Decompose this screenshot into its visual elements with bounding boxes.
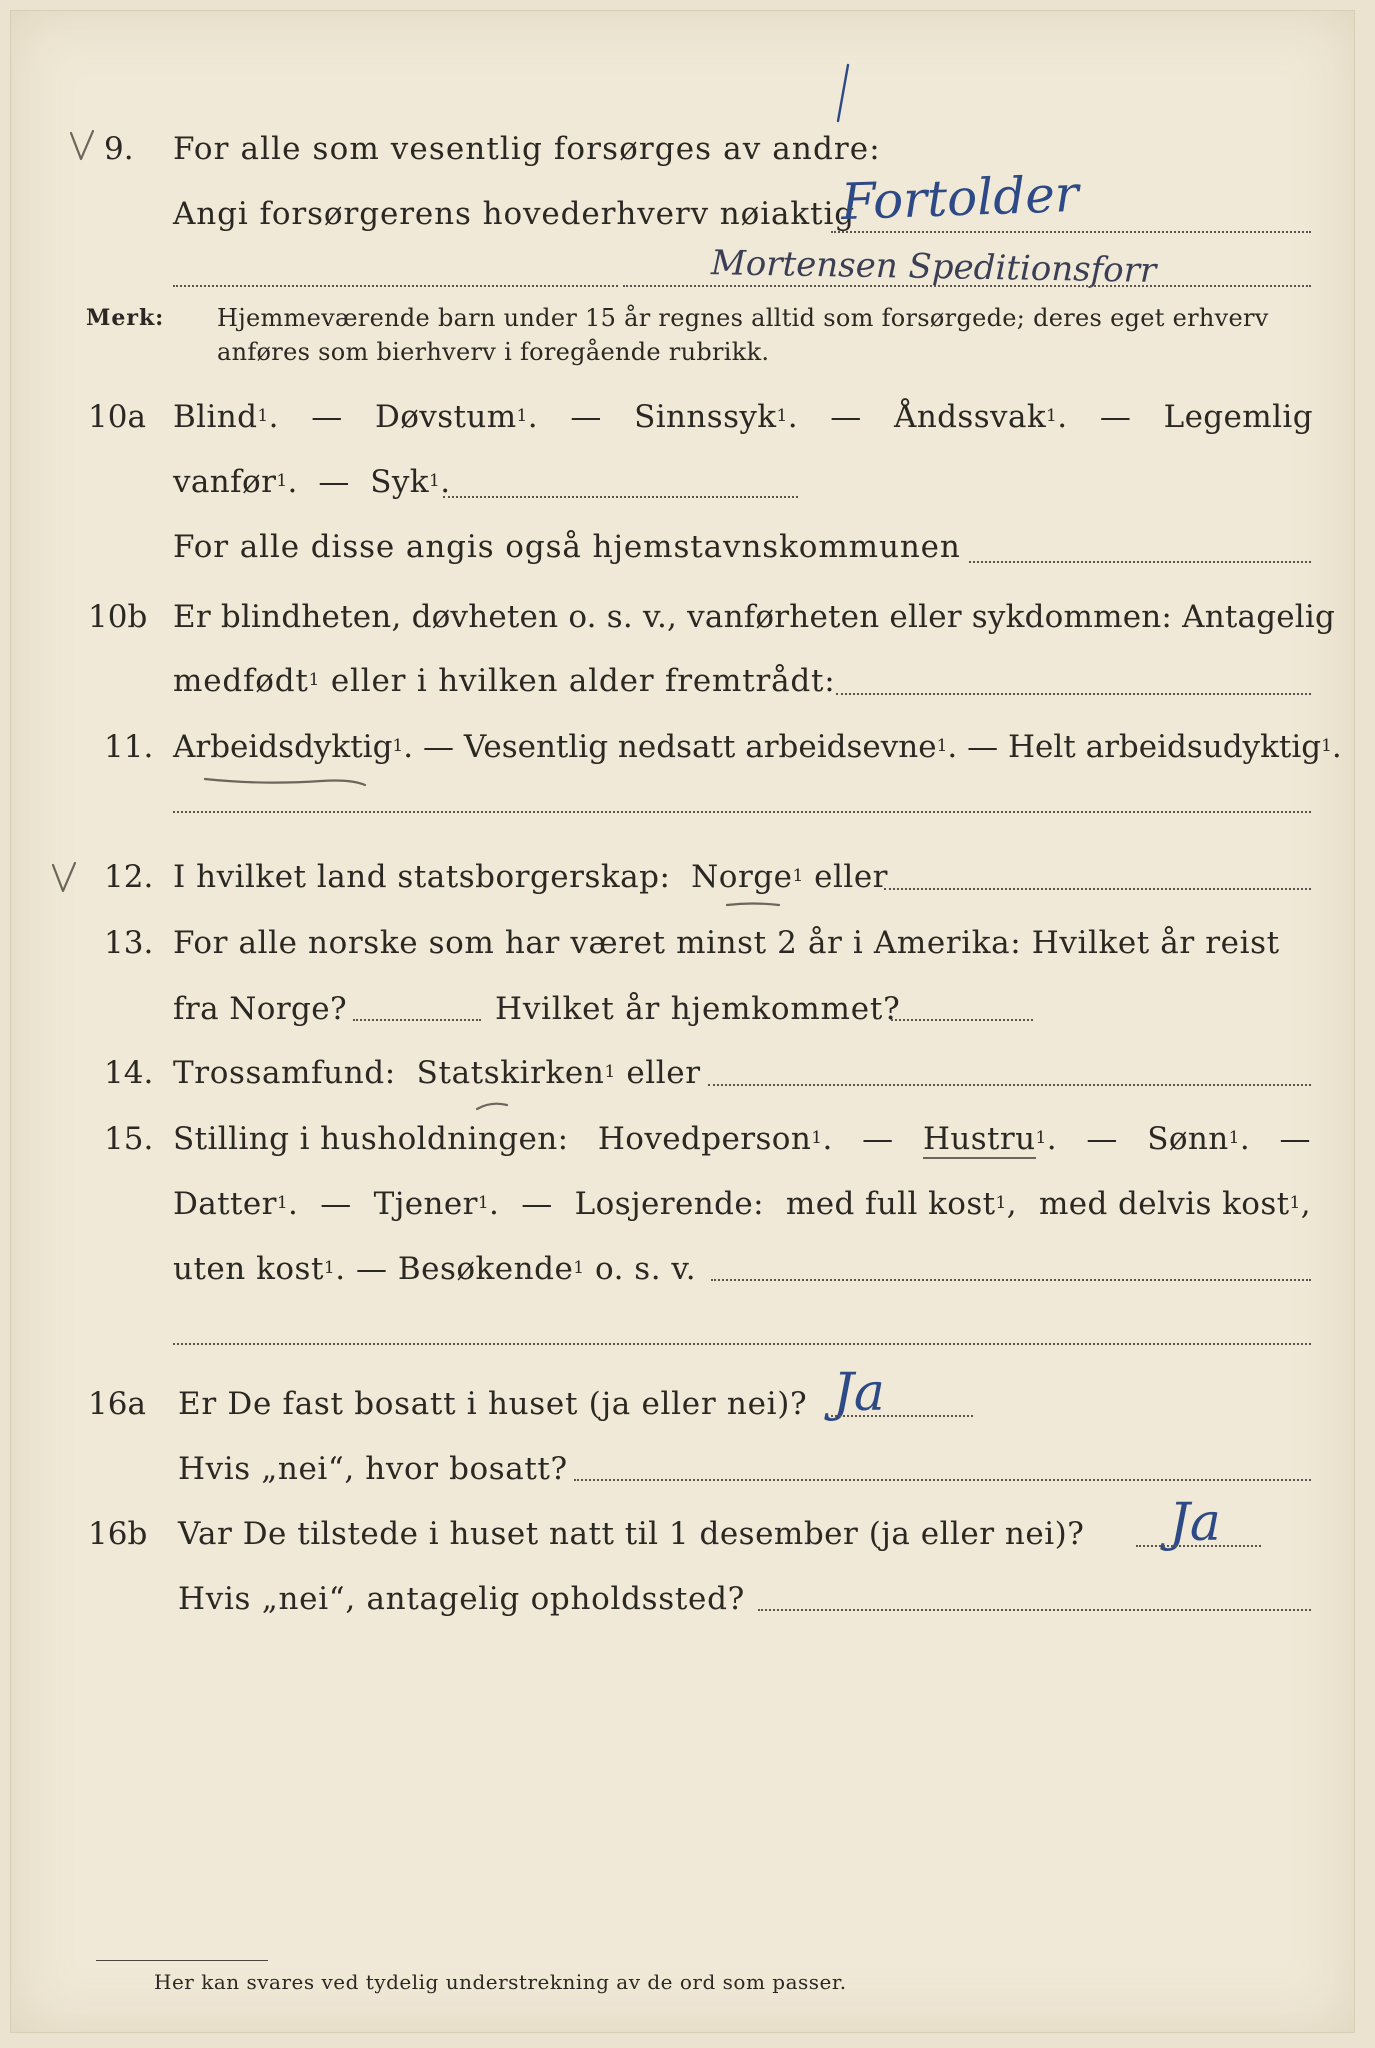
- option-nedsatt: Vesentlig nedsatt arbeidsevne: [463, 729, 937, 765]
- q11-number: 11.: [104, 729, 154, 765]
- q16a-line1: Er De fast bosatt i huset (ja eller nei)?: [178, 1386, 808, 1422]
- q9-answer-line-2b: [623, 285, 1311, 287]
- q9-handwritten-employer: Mortensen Speditionsforr: [710, 243, 1157, 291]
- q9-answer-line-1: [831, 231, 1311, 233]
- pencil-mark-statskirken: [473, 1099, 513, 1113]
- q16b-line1: Var De tilstede i huset natt til 1 desember (ja eller nei)?: [178, 1516, 1085, 1552]
- q10b-line1: Er blindheten, døvheten o. s. v., vanførheten eller sykdommen: Antagelig: [173, 599, 1336, 635]
- census-form-page: [10, 10, 1355, 2033]
- q16b-number: 16b: [88, 1516, 148, 1552]
- q11-options: Arbeidsdyktig$^1$. — Vesentlig nedsatt arbeidsevne$^1$. — Helt arbeidsudyktig$^1$.: [173, 729, 1342, 765]
- option-hovedperson: Hovedperson: [597, 1121, 812, 1157]
- option-arbeidsdyktig: Arbeidsdyktig: [173, 729, 393, 765]
- option-besokende: Besøkende: [397, 1251, 574, 1287]
- option-tjener: Tjener: [373, 1186, 478, 1222]
- option-andssvak: Åndssvak: [894, 399, 1047, 435]
- q14-line: Trossamfund: Statskirken$^1$ eller: [173, 1055, 701, 1091]
- q9-line2: Angi forsørgerens hovederhverv nøiaktig: [173, 196, 856, 232]
- q12-line: I hvilket land statsborgerskap: Norge$^1$ eller: [173, 859, 888, 895]
- pencil-underline-norge: [723, 899, 783, 911]
- q13-number: 13.: [104, 925, 154, 961]
- option-delvis-kost: med delvis kost: [1038, 1186, 1290, 1222]
- option-udyktig: Helt arbeidsudyktig: [1007, 729, 1322, 765]
- q12-answer-line: [884, 888, 1311, 890]
- q15-line3: uten kost$^1$. — Besøkende$^1$ o. s. v.: [173, 1251, 697, 1287]
- pencil-checkmark-q12: [51, 861, 81, 897]
- q9-answer-line-2a: [173, 285, 618, 287]
- option-statskirken: Statskirken: [416, 1055, 605, 1091]
- option-syk: Syk: [370, 464, 429, 500]
- option-legemlig: Legemlig: [1163, 399, 1313, 435]
- q13-reist-line: [353, 1019, 481, 1021]
- merk-text-line2: anføres som bierhverv i foregående rubrikk.: [217, 338, 770, 366]
- q10b-number: 10b: [88, 599, 148, 635]
- option-full-kost: med full kost: [785, 1186, 996, 1222]
- q15-answer-line-2: [173, 1343, 1311, 1345]
- merk-label: Merk:: [86, 305, 165, 331]
- q13-line1: For alle norske som har været minst 2 år i Amerika: Hvilket år reist: [173, 925, 1280, 961]
- q12-number: 12.: [104, 859, 154, 895]
- q10a-number: 10a: [88, 399, 146, 435]
- q16b-handwritten-answer: Ja: [1169, 1493, 1221, 1553]
- q9-handwritten-occupation: Fortolder: [840, 164, 1080, 232]
- q16a-answer-line: [831, 1415, 973, 1417]
- option-vanfor: vanfør: [173, 464, 277, 500]
- q9-line1: For alle som vesentlig forsørges av andre:: [173, 131, 881, 167]
- footnote-rule: [96, 1960, 268, 1961]
- option-hustru: Hustru: [922, 1121, 1036, 1157]
- q10b-answer-line: [836, 693, 1311, 695]
- q10a-answer-line: [443, 496, 798, 498]
- q11-answer-line: [173, 811, 1311, 813]
- ink-tick-mark: [826, 61, 856, 131]
- q16b-opholdssted-line: [758, 1609, 1311, 1611]
- q16a-number: 16a: [88, 1386, 146, 1422]
- q16a-line2: Hvis „nei“, hvor bosatt?: [178, 1451, 568, 1487]
- pencil-checkmark-q9: [69, 129, 99, 169]
- q16b-answer-line: [1136, 1545, 1261, 1547]
- q16b-line2: Hvis „nei“, antagelig opholdssted?: [178, 1581, 745, 1617]
- q13-line2b: Hvilket år hjemkommet?: [495, 991, 901, 1027]
- q14-number: 14.: [104, 1055, 154, 1091]
- q10a-line3: For alle disse angis også hjemstavnskommunen: [173, 529, 961, 565]
- q16a-handwritten-answer: Ja: [833, 1363, 885, 1423]
- q10a-hjemstavn-line: [969, 561, 1311, 563]
- q15-answer-line-1: [711, 1279, 1311, 1281]
- option-uten-kost: uten kost: [173, 1251, 324, 1287]
- option-datter: Datter: [173, 1186, 277, 1222]
- q13-hjemkommet-line: [891, 1019, 1033, 1021]
- q9-number: 9.: [104, 131, 134, 167]
- option-losjerende: Losjerende:: [574, 1186, 764, 1222]
- q15-number: 15.: [104, 1121, 154, 1157]
- q15-line2: Datter$^1$. — Tjener$^1$. — Losjerende: med full kost$^1$, med delvis kost$^1$,: [173, 1186, 1311, 1222]
- q10b-line2: medfødt$^1$ eller i hvilken alder fremtrådt:: [173, 663, 836, 699]
- pencil-underline-arbeidsdyktig: [201, 771, 371, 791]
- option-blind: Blind: [173, 399, 258, 435]
- q15-line1: Stilling i husholdningen: Hovedperson$^1$. — Hustru$^1$. — Sønn$^1$. —: [173, 1121, 1311, 1157]
- q13-line2a: fra Norge?: [173, 991, 348, 1027]
- q16a-bosatt-line: [574, 1479, 1311, 1481]
- merk-text-line1: Hjemmeværende barn under 15 år regnes alltid som forsørgede; deres eget erhverv: [217, 304, 1269, 332]
- q10a-line1: Blind$^1$. — Døvstum$^1$. — Sinnssyk$^1$. — Åndssvak$^1$. — Legemlig: [173, 399, 1313, 435]
- option-sinnssyk: Sinnssyk: [634, 399, 777, 435]
- q14-answer-line: [708, 1084, 1311, 1086]
- option-sonn: Sønn: [1147, 1121, 1229, 1157]
- footnote-text: Her kan svares ved tydelig understrekning av de ord som passer.: [154, 1970, 847, 1994]
- option-dovstum: Døvstum: [374, 399, 517, 435]
- option-norge: Norge: [691, 859, 793, 895]
- q10a-line2: vanfør$^1$. — Syk$^1$.: [173, 464, 451, 500]
